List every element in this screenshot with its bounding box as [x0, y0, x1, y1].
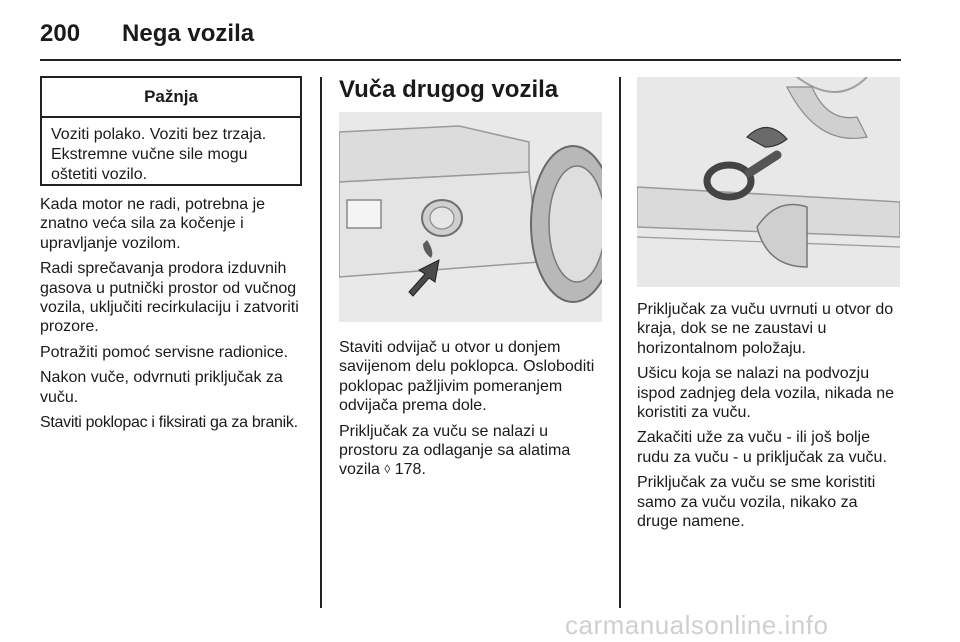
paragraph: Nakon vuče, odvrnuti priključak za vuču.	[40, 369, 283, 406]
paragraph: Ušicu koja se nalazi na podvozju ispod zadnjeg dela vozila, nikada ne koristiti za vuču.	[637, 365, 895, 422]
paragraph: Priključak za vuču se nalazi u prostoru za odlaganje sa alatima	[339, 422, 571, 460]
header-divider	[40, 59, 901, 61]
rear-bumper-drawing	[339, 112, 602, 322]
paragraph: Potražiti pomoć servisne radionice.	[40, 343, 289, 361]
paragraph: Radi sprečavanja prodora izduvnih gasova u putnički prostor od vučnog vozila, uključiti recirkulaciju i zatvoriti prozore.	[40, 260, 299, 336]
paragraph: Staviti odvijač u otvor u donjem savijenom delu poklopca. Osloboditi poklopac pažljivim pomeranjem odvijača prema dole.	[339, 339, 595, 415]
paragraph: Staviti poklopac i fiksirati ga za branik.	[40, 414, 298, 432]
caution-line: oštetiti vozilo.	[51, 166, 148, 183]
column-divider-left	[320, 77, 322, 608]
page-number: 200	[40, 20, 81, 47]
rear-bumper-cover-illustration	[339, 112, 602, 322]
caution-text	[42, 118, 300, 185]
section-title: Nega vozila	[122, 20, 255, 47]
caution-line: Voziti polako. Voziti bez trzaja.	[51, 126, 267, 143]
page-ref-icon: ◊	[384, 462, 391, 477]
paragraph: Kada motor ne radi, potrebna je znatno veća sila za kočenje i upravljanje vozilom.	[40, 196, 266, 252]
column-1-text	[40, 195, 305, 438]
caution-line: Ekstremne vučne sile mogu	[51, 146, 248, 163]
ref-prefix: vozila	[339, 461, 380, 479]
paragraph: Priključak za vuču uvrnuti u otvor do kraja, dok se ne zaustavi u horizontalnom položaju.	[637, 301, 894, 357]
column-3-text	[637, 300, 902, 537]
towing-heading: Vuča drugog vozila	[339, 76, 559, 103]
caution-box	[40, 76, 302, 186]
column-2-text	[339, 338, 604, 486]
ref-page: 178.	[394, 461, 426, 479]
column-divider-right	[619, 77, 621, 608]
paragraph: Priključak za vuču se sme koristiti samo za vuču vozila, nikako za druge namene.	[637, 474, 876, 531]
towing-eye-illustration	[637, 77, 900, 287]
page-header	[40, 14, 254, 54]
paragraph: Zakačiti uže za vuču - ili još bolje rudu za vuču - u priključak za vuču.	[637, 429, 887, 466]
watermark: carmanualsonline.info	[565, 610, 829, 640]
caution-title: Pažnja	[42, 78, 300, 118]
towing-eye-drawing	[637, 77, 900, 287]
page-reference	[339, 460, 604, 479]
